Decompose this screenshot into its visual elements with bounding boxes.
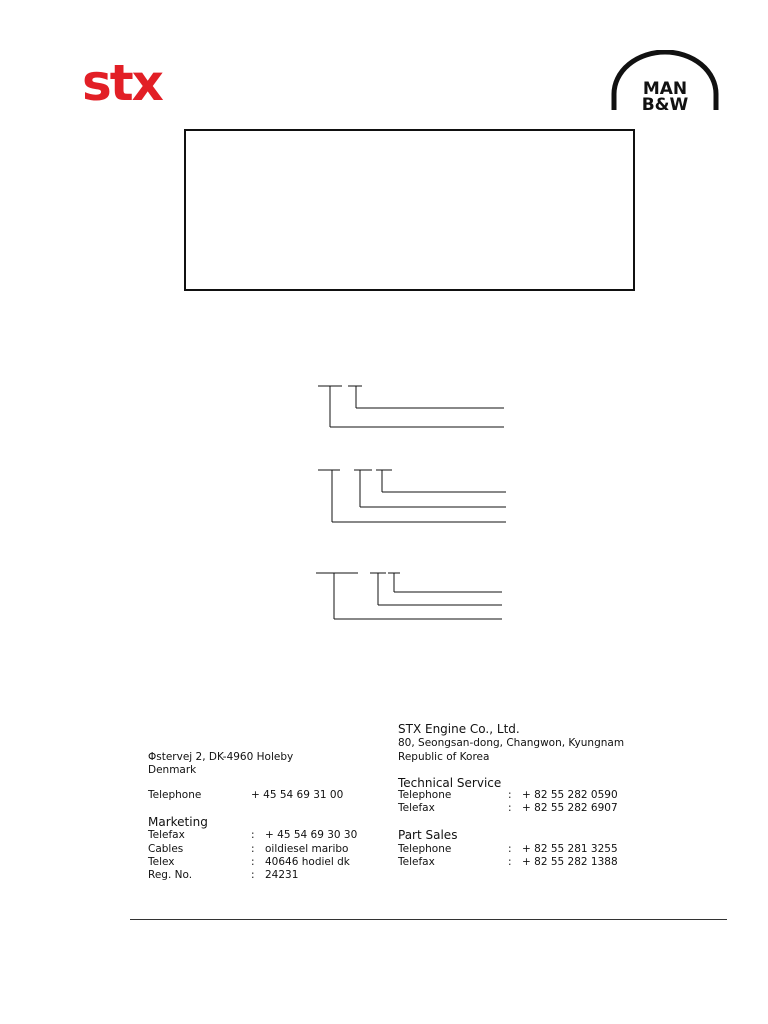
- left-telephone-label: Telephone: [148, 789, 202, 801]
- man-logo-line1: MAN: [642, 79, 688, 99]
- left-telephone-value: + 45 54 69 31 00: [251, 789, 344, 801]
- part-sales-heading: Part Sales: [398, 828, 458, 842]
- sales-row-value: + 82 55 281 3255: [522, 843, 618, 855]
- right-company-name: STX Engine Co., Ltd.: [398, 722, 520, 736]
- marketing-row-sep: :: [251, 869, 255, 881]
- marketing-row-sep: :: [251, 829, 255, 841]
- man-logo-line2: B&W: [641, 95, 689, 112]
- left-address-line2: Denmark: [148, 764, 197, 776]
- technical-service-heading: Technical Service: [398, 776, 502, 790]
- title-box: [184, 129, 635, 291]
- marketing-row-label: Telex: [148, 856, 175, 868]
- footer-rule: [130, 919, 727, 920]
- right-address-line2: Republic of Korea: [398, 751, 490, 763]
- sales-row-label: Telephone: [398, 843, 452, 855]
- sales-row-value: + 82 55 282 1388: [522, 856, 618, 868]
- tech-row-label: Telephone: [398, 789, 452, 801]
- marketing-heading: Marketing: [148, 815, 208, 829]
- bracket-group-2: [318, 470, 506, 522]
- marketing-row-label: Cables: [148, 843, 184, 855]
- tech-row-value: + 82 55 282 0590: [522, 789, 618, 801]
- marketing-row-value: oildiesel maribo: [265, 843, 349, 855]
- left-address-line1: Φstervej 2, DK-4960 Holeby: [148, 751, 294, 763]
- bracket-diagram: [300, 370, 520, 630]
- marketing-row-sep: :: [251, 856, 255, 868]
- man-bw-logo: [610, 50, 720, 112]
- marketing-row-value: + 45 54 69 30 30: [265, 829, 358, 841]
- sales-row-sep: :: [508, 843, 512, 855]
- marketing-row-label: Reg. No.: [148, 869, 193, 881]
- tech-row-sep: :: [508, 789, 512, 801]
- marketing-row-label: Telefax: [148, 829, 185, 841]
- marketing-row-sep: :: [251, 843, 255, 855]
- marketing-row-value: 40646 hodiel dk: [265, 856, 350, 868]
- bracket-group-3: [316, 573, 502, 619]
- stx-logo-text: stx: [82, 60, 162, 104]
- sales-row-label: Telefax: [398, 856, 435, 868]
- tech-row-value: + 82 55 282 6907: [522, 802, 618, 814]
- tech-row-label: Telefax: [398, 802, 435, 814]
- bracket-group-1: [318, 386, 504, 427]
- stx-logo: [82, 60, 190, 104]
- sales-row-sep: :: [508, 856, 512, 868]
- marketing-row-value: 24231: [265, 869, 299, 881]
- right-address-line1: 80, Seongsan-dong, Changwon, Kyungnam: [398, 737, 625, 749]
- tech-row-sep: :: [508, 802, 512, 814]
